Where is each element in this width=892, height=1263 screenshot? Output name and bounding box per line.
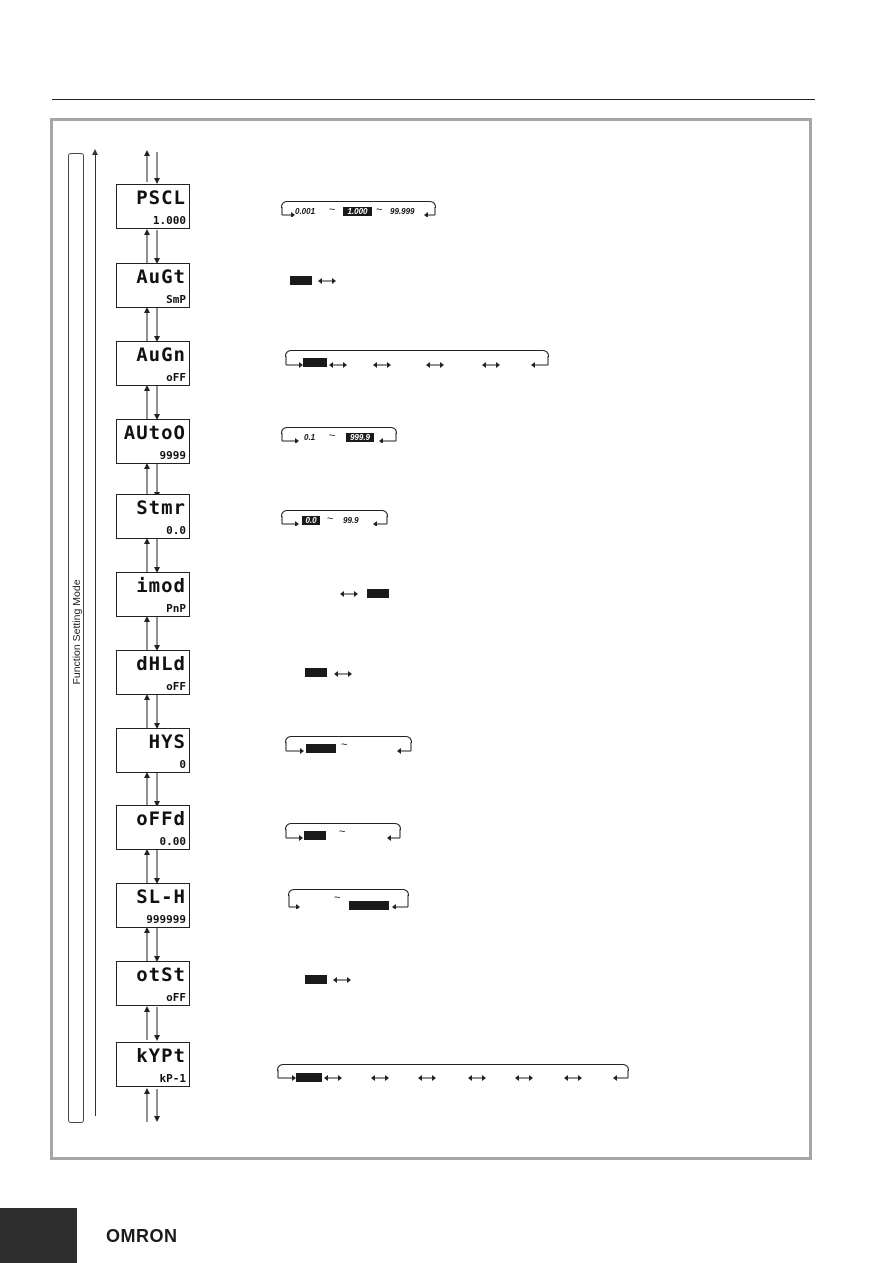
return-line: [95, 154, 96, 1116]
range-loop-stmr: [281, 510, 388, 524]
connector-arrows-icon: [143, 927, 163, 962]
range-default: 0.0: [302, 516, 320, 525]
range-loop-pscl: [281, 201, 436, 215]
double-arrow-icon: [333, 976, 351, 984]
range-loop-sl-h: [288, 889, 409, 903]
selected-option-box: [305, 668, 327, 677]
param-value: 1.000: [152, 214, 186, 227]
param-value: oFF: [166, 371, 186, 384]
param-value: 0: [179, 758, 186, 771]
connector-arrows-icon: [143, 385, 163, 420]
param-display-imod: [116, 572, 190, 617]
connector-arrows-icon: [143, 1006, 163, 1041]
double-arrow-icon: [334, 670, 352, 678]
param-value: oFF: [166, 680, 186, 693]
range-loop-hys: [285, 736, 412, 750]
param-display-hys: [116, 728, 190, 773]
tilde-icon: ~: [329, 430, 336, 442]
param-display-kypt: [116, 1042, 190, 1087]
connector-arrows-icon: [143, 772, 163, 807]
tilde-icon: ~: [341, 739, 348, 751]
range-loop-offd: [285, 823, 401, 837]
tilde-icon: ~: [327, 513, 334, 525]
param-name: AuGn: [136, 344, 186, 366]
range-default: 1.000: [343, 207, 372, 216]
range-min: 0.001: [295, 207, 316, 216]
header-rule: [52, 99, 815, 100]
param-value: 999999: [146, 913, 186, 926]
connector-arrows-icon: [143, 463, 163, 498]
param-display-offd: [116, 805, 190, 850]
param-name: SL-H: [136, 886, 186, 908]
option-arrows-icon: [277, 1070, 629, 1083]
param-name: AUtoO: [123, 422, 186, 444]
loop-arrows-icon: [285, 826, 401, 841]
loop-arrows-icon: [281, 204, 436, 217]
param-value: kP-1: [159, 1072, 186, 1085]
param-display-pscl: [116, 184, 190, 229]
connector-arrows-icon: [143, 150, 163, 184]
param-name: PSCL: [136, 187, 186, 209]
loop-arrows-icon: [285, 739, 412, 754]
param-name: dHLd: [136, 653, 186, 675]
param-display-sl-h: [116, 883, 190, 928]
tilde-icon: ~: [339, 826, 346, 838]
range-default: 999.9: [346, 433, 374, 442]
connector-arrows-icon: [143, 1088, 163, 1124]
omron-logo: OMRON: [106, 1226, 178, 1246]
connector-arrows-icon: [143, 538, 163, 573]
param-value: 0.00: [159, 835, 186, 848]
range-loop-augn: [285, 350, 549, 364]
param-display-autoo: [116, 419, 190, 464]
param-name: imod: [136, 575, 186, 597]
param-name: oFFd: [136, 808, 186, 830]
connector-arrows-icon: [143, 694, 163, 729]
param-value: 9999: [159, 449, 186, 462]
range-loop-kypt: [277, 1064, 629, 1078]
selected-option-box: [367, 589, 389, 598]
param-display-otst: [116, 961, 190, 1006]
param-display-augn: [116, 341, 190, 386]
double-arrow-icon: [340, 590, 358, 598]
tilde-icon: ~: [334, 892, 341, 904]
double-arrow-icon: [318, 277, 336, 285]
param-display-stmr: [116, 494, 190, 539]
param-value: 0.0: [166, 524, 186, 537]
param-display-augt: [116, 263, 190, 308]
param-name: AuGt: [136, 266, 186, 288]
param-name: otSt: [136, 964, 186, 986]
connector-arrows-icon: [143, 849, 163, 884]
function-setting-mode-label: Function Setting Mode: [71, 579, 83, 685]
param-value: SmP: [166, 293, 186, 306]
connector-arrows-icon: [143, 616, 163, 651]
range-min: 0.1: [304, 433, 316, 442]
range-max: 99.999: [390, 207, 415, 216]
param-name: Stmr: [136, 497, 186, 519]
return-arrow-icon: [92, 149, 98, 155]
range-loop-autoo: [281, 427, 397, 441]
loop-arrows-icon: [281, 513, 388, 526]
param-value: oFF: [166, 991, 186, 1004]
loop-arrows-icon: [288, 892, 409, 909]
tilde-icon: ~: [329, 204, 336, 216]
connector-arrows-icon: [143, 229, 163, 264]
selected-option-box: [305, 975, 327, 984]
range-max: 99.9: [343, 516, 359, 525]
param-name: HYS: [148, 731, 186, 753]
selected-option-box: [290, 276, 312, 285]
option-arrows-icon: [285, 356, 549, 368]
param-value: PnP: [166, 602, 186, 615]
loop-arrows-icon: [281, 430, 397, 443]
page-number-block: [0, 1208, 77, 1263]
connector-arrows-icon: [143, 307, 163, 342]
param-display-dhld: [116, 650, 190, 695]
param-name: kYPt: [136, 1045, 186, 1067]
tilde-icon: ~: [376, 204, 383, 216]
